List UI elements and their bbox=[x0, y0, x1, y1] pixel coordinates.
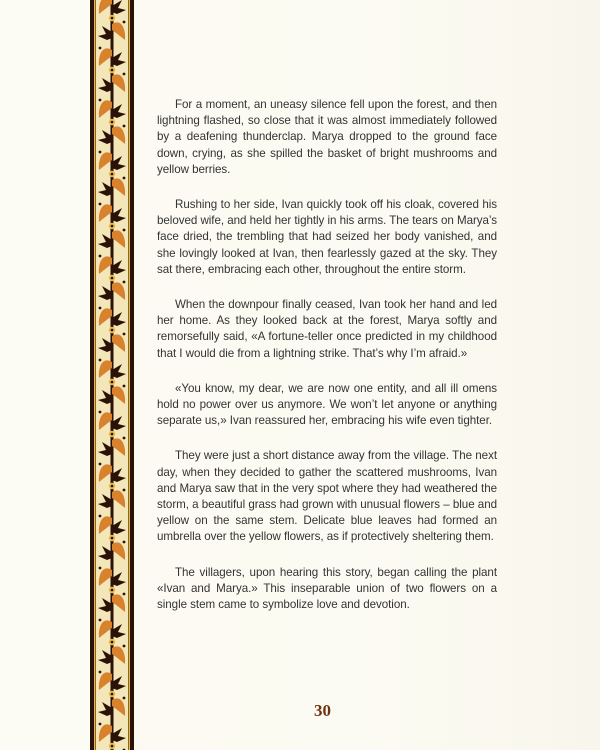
paragraph-reassurance: «You know, my dear, we are now one entity, and all ill omens hold no power over us anymore. We won’t let anyone or anything separate us,» Ivan reassured her, embracing his wife even tighter. bbox=[157, 381, 497, 428]
story-text bbox=[157, 97, 497, 632]
paragraph-villagers: The villagers, upon hearing this story, began calling the plant «Ivan and Marya.» This inseparable union of two flowers on a single stem came to symbolize love and devotion. bbox=[157, 565, 497, 612]
paragraph-flowers: They were just a short distance away from the village. The next day, when they decided to gather the scattered mushrooms, Ivan and Marya saw that in the very spot where they had weathered the storm, a beautiful grass had grown with unusual flowers – blue and yellow on the same stem. Delicate blue leaves had formed an umbrella over the yellow flowers, as if protectively sheltering them. bbox=[157, 449, 497, 544]
paragraph-storm: For a moment, an uneasy silence fell upon the forest, and then lightning flashed, so close that it was almost immediately followed by a deafening thunderclap. Marya dropped to the ground face down, crying, as she spilled the basket of bright mushrooms and yellow berries. bbox=[157, 98, 497, 176]
ornamental-border bbox=[90, 0, 134, 750]
floral-vine-border-icon bbox=[90, 0, 134, 750]
page-number: 30 bbox=[314, 701, 331, 720]
paragraph-ivan-cloak: Rushing to her side, Ivan quickly took off his cloak, covered his beloved wife, and held her tightly in his arms. The tears on Marya’s face dried, the trembling that had seized her body vanished, and she lovingly looked at Ivan, then fearlessly gazed at the sky. They sat there, embracing each other, throughout the entire storm. bbox=[157, 198, 497, 276]
paragraph-downpour: When the downpour finally ceased, Ivan took her hand and led her home. As they looked back at the forest, Marya softly and remorsefully said, «A fortune-teller once predicted in my childhood that I would die from a lightning strike. That’s why I’m afraid.» bbox=[157, 298, 497, 360]
left-margin bbox=[0, 0, 90, 750]
